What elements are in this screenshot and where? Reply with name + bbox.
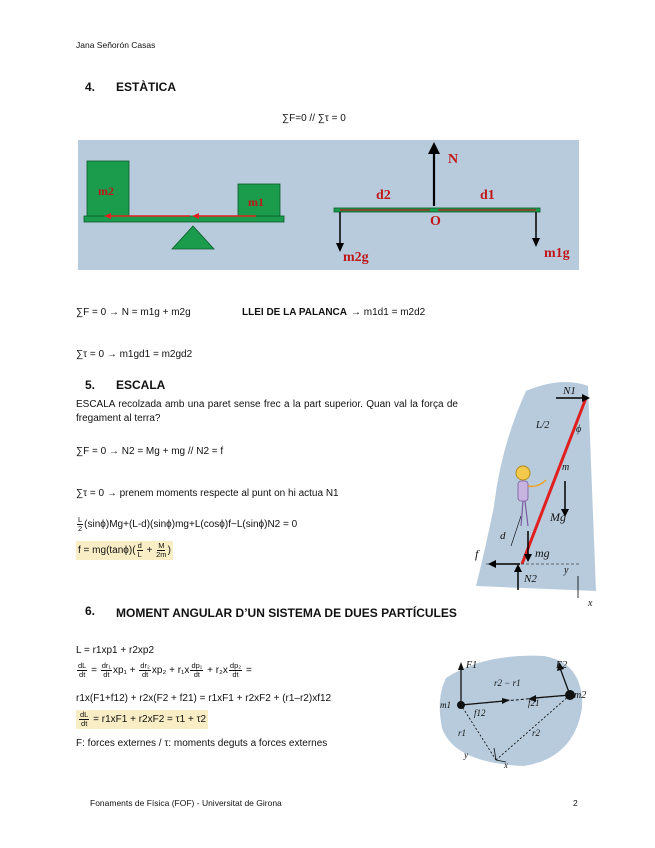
section-6-number: 6. — [85, 604, 96, 618]
section-5-title: ESCALA — [116, 378, 166, 392]
person-body — [518, 481, 528, 501]
label-F1: F1 — [466, 660, 478, 671]
angular-momentum-def: L = r1xp1 + r2xp2 — [76, 645, 155, 656]
label-m1g: m1g — [544, 246, 570, 261]
label-F2: F2 — [556, 660, 568, 671]
ladder-label-m: m — [562, 462, 570, 473]
section-5-number: 5. — [85, 378, 96, 392]
lever-law-eq: → m1d1 = m2d2 — [351, 307, 426, 318]
angular-momentum-result: $\frac{dL}{dt}$ = r1xF1 + r2xF2 = τ1 + τ2 — [76, 710, 208, 729]
label-d2: d2 — [376, 188, 391, 203]
label-m2-particle: m2 — [574, 690, 587, 701]
person-head — [516, 466, 530, 480]
ladder-intro: ESCALA recolzada amb una paret sense frec a la part superior. Quan val la força de fregament al terra? — [76, 399, 458, 424]
angular-momentum-derivative: $\frac{dL}{dt}$ = $\frac{\text{dr₁}}{dt}$ xp₁ + $\frac{\text{dr₂}}{dt}$ xp₂ + r₁x $\frac{\text{dp₁}}{dt}$ + r₂x $\frac{\text{dp₂}}{dt}$ = — [78, 661, 252, 679]
label-m2g: m2g — [343, 250, 369, 265]
ladder-label-Mg: Mg — [550, 510, 566, 524]
ladder-result: f = mg(tanϕ)( $\frac{d}{L}$ + $\frac{M}{2m}$ ) — [78, 541, 171, 559]
eq-sum-moments: ∑τ = 0 → m1gd1 = m2gd2 — [76, 349, 193, 360]
label-r2: r2 — [532, 728, 541, 738]
ladder-label-mg: mg — [535, 546, 550, 560]
ladder-label-d: d — [500, 530, 506, 542]
label-m2: m2 — [98, 184, 114, 198]
section-4-number: 4. — [85, 80, 96, 94]
ladder-label-N2: N2 — [524, 573, 537, 585]
ladder-label-N1: N1 — [563, 385, 576, 397]
lever-figure-background — [78, 140, 579, 270]
footer-course: Fonaments de Física (FOF) - Universitat de Girona — [90, 798, 282, 808]
label-N: N — [448, 152, 459, 167]
label-m1: m1 — [248, 195, 264, 209]
ladder-axis-y: y — [564, 565, 569, 576]
ladder-axis-x: x — [588, 598, 593, 609]
label-d1: d1 — [480, 188, 495, 203]
lever-law-label: LLEI DE LA PALANCA — [242, 307, 347, 318]
particle-axis-x: x — [504, 760, 508, 770]
lever-figure — [78, 140, 579, 270]
ladder-figure — [466, 376, 601, 598]
label-O: O — [430, 214, 441, 229]
ladder-label-f: f — [475, 547, 479, 561]
section-4-title: ESTÀTICA — [116, 80, 176, 94]
eq-sum-forces: ∑F = 0 → N = m1g + m2g — [76, 307, 191, 318]
ladder-eq-moments: ∑τ = 0 → prenem moments respecte al punt on hi actua N1 — [76, 488, 339, 499]
label-f12: f12 — [474, 708, 486, 718]
label-r1: r1 — [458, 728, 467, 738]
ladder-label-phi: ϕ — [576, 424, 582, 435]
angular-momentum-forces: r1x(F1+f12) + r2x(F2 + f21) = r1xF1 + r2xF2 + (r1–r2)xf12 — [76, 693, 332, 704]
ladder-label-L2: L/2 — [536, 420, 550, 431]
section-6-title: MOMENT ANGULAR D’UN SISTEMA DE DUES PARTÍCULES — [116, 606, 457, 620]
label-m1-particle: m1 — [440, 700, 451, 710]
ladder-eq-forces: ∑F = 0 → N2 = Mg + mg // N2 = f — [76, 446, 224, 457]
label-f21: f21 — [528, 698, 540, 708]
forces-note: F: forces externes / τ: moments deguts a forces externes — [76, 738, 328, 749]
footer-page-number: 2 — [573, 798, 578, 808]
header-author: Jana Señorón Casas — [76, 40, 156, 50]
balance-bar — [84, 216, 284, 222]
particle-axis-y: y — [464, 750, 468, 760]
equilibrium-conditions: ∑F=0 // ∑τ = 0 — [282, 113, 346, 124]
ladder-moment-equation: $\frac{L}{2}$ (sinϕ)Mg+(L-d)(sinϕ)mg+L(cosϕ)f−L(sinϕ)N2 = 0 — [78, 515, 298, 533]
label-r2-minus-r1: r2 − r1 — [494, 678, 521, 688]
